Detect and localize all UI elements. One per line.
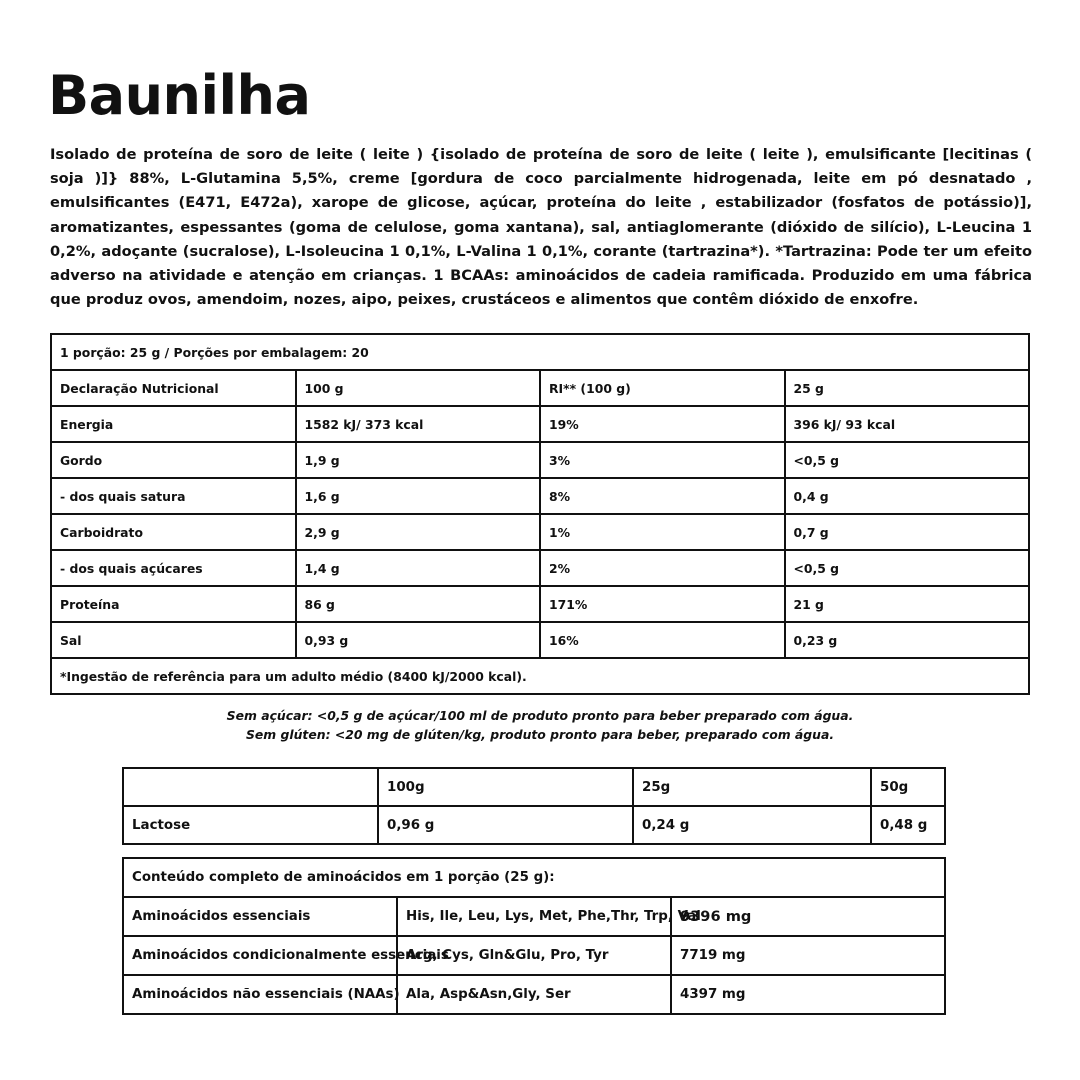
amino-acid-table xyxy=(122,857,946,1015)
reference-intake: 16% xyxy=(540,622,785,658)
header-cell: Declaração Nutricional xyxy=(51,370,296,406)
header-cell xyxy=(123,768,378,806)
header-cell: 100 g xyxy=(296,370,541,406)
value-per-serving: 0,23 g xyxy=(785,622,1030,658)
value-per-serving: 0,4 g xyxy=(785,478,1030,514)
value-per-100g: 1,6 g xyxy=(296,478,541,514)
lactose-table xyxy=(122,767,946,845)
table-row xyxy=(51,514,1029,550)
amino-amount: 4397 mg xyxy=(671,975,945,1014)
allergen-notes xyxy=(0,706,1080,744)
lactose-label: Lactose xyxy=(123,806,378,844)
header-cell: 25g xyxy=(633,768,871,806)
nutrient-name: Carboidrato xyxy=(51,514,296,550)
value-per-serving: <0,5 g xyxy=(785,550,1030,586)
amino-table-title: Conteúdo completo de aminoácidos em 1 porção (25 g): xyxy=(123,858,945,897)
sugar-free-note: Sem açúcar: <0,5 g de açúcar/100 ml de produto pronto para beber preparado com água. xyxy=(226,708,854,723)
footnote-row xyxy=(51,658,1029,694)
amino-amount: 9396 mg xyxy=(671,897,945,936)
amino-category: Aminoácidos não essenciais (NAAs) xyxy=(123,975,397,1014)
value-per-serving: 21 g xyxy=(785,586,1030,622)
gluten-free-note: Sem glúten: <20 mg de glúten/kg, produto pronto para beber, preparado com água. xyxy=(245,727,835,742)
table-row xyxy=(123,975,945,1014)
value-per-100g: 86 g xyxy=(296,586,541,622)
nutrition-header-row xyxy=(51,370,1029,406)
header-cell: 50g xyxy=(871,768,945,806)
serving-info: 1 porção: 25 g / Porções por embalagem: 20 xyxy=(51,334,1029,370)
nutrient-name: Gordo xyxy=(51,442,296,478)
nutrition-table xyxy=(50,333,1030,695)
table-row xyxy=(51,622,1029,658)
serving-row xyxy=(51,334,1029,370)
amino-title-row xyxy=(123,858,945,897)
table-row xyxy=(51,586,1029,622)
table-row xyxy=(123,936,945,975)
amino-list: Arg, Cys, Gln&Glu, Pro, Tyr xyxy=(397,936,671,975)
nutrient-name: - dos quais satura xyxy=(51,478,296,514)
value-per-100g: 1,9 g xyxy=(296,442,541,478)
reference-intake: 171% xyxy=(540,586,785,622)
value-per-100g: 1582 kJ/ 373 kcal xyxy=(296,406,541,442)
value-per-100g: 1,4 g xyxy=(296,550,541,586)
amino-list: His, Ile, Leu, Lys, Met, Phe,Thr, Trp, Val xyxy=(397,897,671,936)
amino-amount: 7719 mg xyxy=(671,936,945,975)
nutrient-name: Energia xyxy=(51,406,296,442)
lactose-per-50g: 0,48 g xyxy=(871,806,945,844)
table-row xyxy=(51,442,1029,478)
table-row xyxy=(51,550,1029,586)
table-row xyxy=(123,806,945,844)
lactose-per-100g: 0,96 g xyxy=(378,806,633,844)
value-per-100g: 2,9 g xyxy=(296,514,541,550)
amino-category: Aminoácidos condicionalmente essenciais xyxy=(123,936,397,975)
value-per-100g: 0,93 g xyxy=(296,622,541,658)
header-cell: 100g xyxy=(378,768,633,806)
reference-intake: 8% xyxy=(540,478,785,514)
reference-intake-footnote: *Ingestão de referência para um adulto médio (8400 kJ/2000 kcal). xyxy=(51,658,1029,694)
reference-intake: 19% xyxy=(540,406,785,442)
header-cell: RI** (100 g) xyxy=(540,370,785,406)
table-row xyxy=(51,406,1029,442)
nutrient-name: Proteína xyxy=(51,586,296,622)
lactose-per-25g: 0,24 g xyxy=(633,806,871,844)
value-per-serving: 396 kJ/ 93 kcal xyxy=(785,406,1030,442)
reference-intake: 3% xyxy=(540,442,785,478)
lactose-header-row xyxy=(123,768,945,806)
reference-intake: 1% xyxy=(540,514,785,550)
value-per-serving: <0,5 g xyxy=(785,442,1030,478)
nutrient-name: Sal xyxy=(51,622,296,658)
product-title: Baunilha xyxy=(48,64,311,127)
table-row xyxy=(123,897,945,936)
ingredients-text: Isolado de proteína de soro de leite ( leite ) {isolado de proteína de soro de leite ( leite ), emulsificante [lecitinas ( soja )]} 88%, L-Glutamina 5,5%, creme [gordura de coco parcialmente hidrogenada, leite em pó desnatado , emulsificantes (E471, E472a), xarope de glicose, açúcar, proteína do leite , estabilizador (fosfatos de potássio)], aromatizantes, espessantes (goma de celulose, goma xantana), sal, antiaglomerante (dióxido de silício), L-Leucina 1 0,2%, adoçante (sucralose), L-Isoleucina 1 0,1%, L-Valina 1 0,1%, corante (tartrazina*). *Tartrazina: Pode ter um efeito adverso na atividade e atenção em crianças. 1 BCAAs: aminoácidos de cadeia ramificada. Produzido em uma fábrica que produz ovos, amendoim, nozes, aipo, peixes, crustáceos e alimentos que contêm dióxido de enxofre. xyxy=(50,146,1032,309)
header-cell: 25 g xyxy=(785,370,1030,406)
table-row xyxy=(51,478,1029,514)
amino-category: Aminoácidos essenciais xyxy=(123,897,397,936)
reference-intake: 2% xyxy=(540,550,785,586)
amino-list: Ala, Asp&Asn,Gly, Ser xyxy=(397,975,671,1014)
nutrient-name: - dos quais açúcares xyxy=(51,550,296,586)
value-per-serving: 0,7 g xyxy=(785,514,1030,550)
